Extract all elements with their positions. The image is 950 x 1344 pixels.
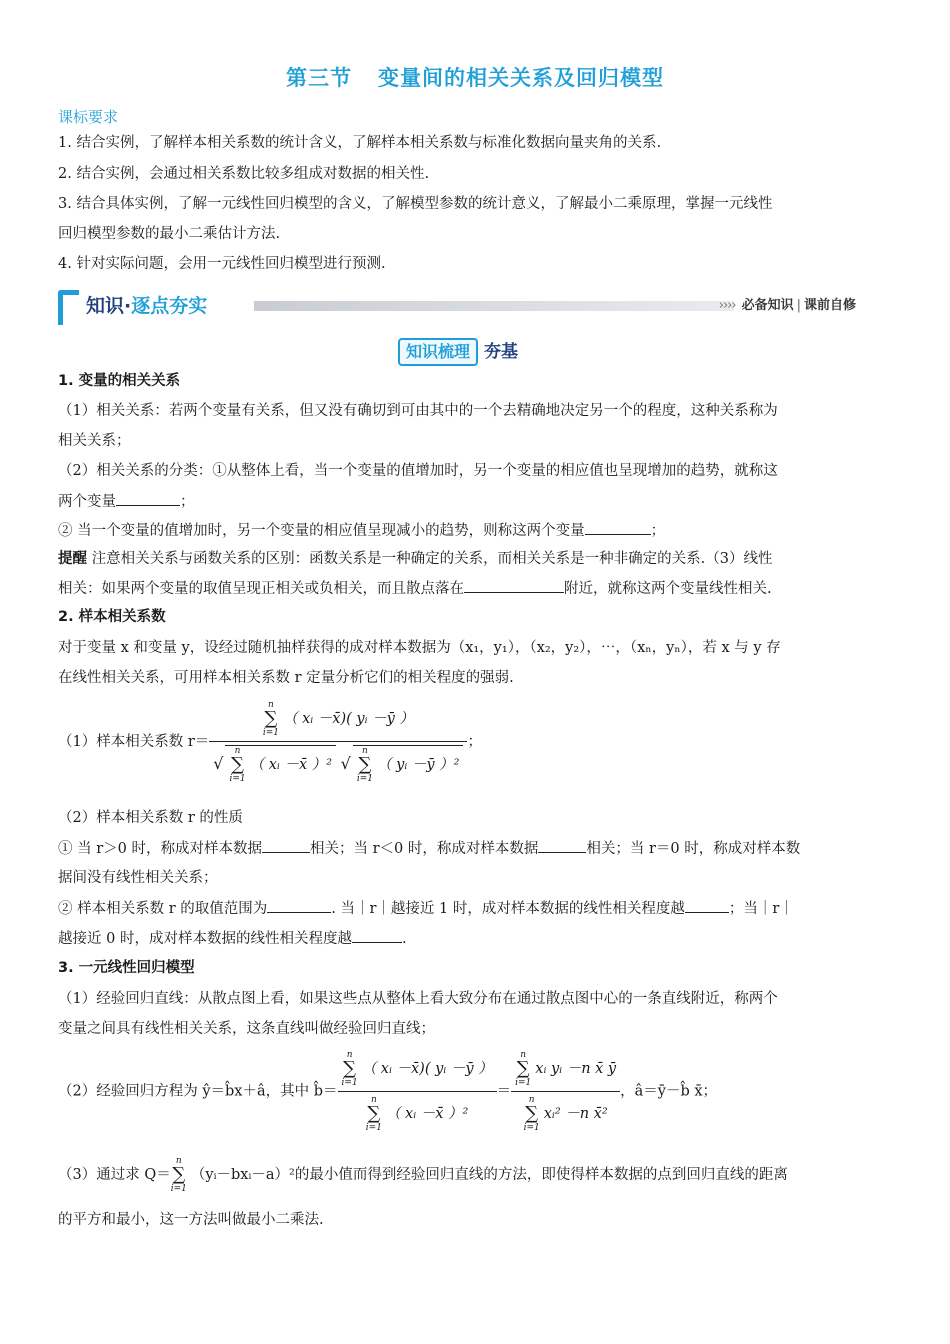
s2-line-6: ② 样本相关系数 r 的取值范围为 . 当｜r｜越接近 1 时，成对样本数据的线性相关程度越 ；当｜r｜: [58, 898, 886, 919]
s1-line-1: （1）相关关系：若两个变量有关系，但又没有确切到可由其中的一个去精确地决定另一个的程度，这种关系称为: [58, 403, 778, 419]
title-topic: 变量间的相关关系及回归模型: [378, 66, 664, 90]
knowledge-tag: 知识梳理: [398, 338, 478, 366]
page-title: [0, 62, 950, 92]
s1-line-4: 两个变量 ；: [58, 491, 886, 512]
s3-line-2: 变量之间具有线性相关关系，这条直线叫做经验回归直线；: [58, 1021, 435, 1037]
least-squares-line: （3）通过求 Q＝ n ∑ i=1 （yᵢ－bxᵢ－a）²的最小值而得到经验回归直线的方法，即使得样本数据的点到回归直线的距离: [58, 1156, 788, 1194]
requirement-3-cont: 回归模型参数的最小二乘估计方法.: [58, 226, 281, 242]
fill-blank: [585, 520, 651, 535]
requirement-4: 4. 针对实际问题，会用一元线性回归模型进行预测.: [58, 256, 386, 272]
chevrons-icon: ››››: [718, 298, 736, 313]
tip-label: 提醒: [58, 551, 87, 567]
knowledge-tag-suffix: 夯基: [484, 342, 519, 362]
curriculum-heading: 课标要求: [58, 108, 119, 126]
fill-blank: [464, 578, 564, 593]
fill-blank: [352, 928, 402, 943]
knowledge-subheading: [398, 338, 518, 368]
fill-blank: [116, 491, 180, 506]
banner-title: 知识·逐点夯实: [86, 295, 208, 317]
section-2-heading: 2. 样本相关系数: [58, 609, 166, 625]
s1-line-2: 相关关系；: [58, 433, 131, 449]
s2-line-7: 越接近 0 时，成对样本数据的线性相关程度越 .: [58, 928, 886, 949]
s2-line-2: 在线性相关关系，可用样本相关系数 r 定量分析它们的相关程度的强弱.: [58, 670, 514, 686]
correlation-formula: （1）样本相关系数 r＝ n ∑ i=1 （ xᵢ －x̄)( yᵢ －ȳ ） √ n ∑ i=1 （ xᵢ －x̄ ）² √ n ∑ i=1 （ yᵢ －ȳ ）² ；: [58, 700, 482, 784]
requirement-1: 1. 结合实例，了解样本相关系数的统计含义，了解样本相关系数与标准化数据向量夹角的关系.: [58, 135, 662, 151]
s1-line-7: 相关：如果两个变量的取值呈现正相关或负相关，而且散点落在 附近，就称这两个变量线性相关.: [58, 578, 886, 599]
banner-subtitle: ›››› 必备知识 | 课前自修: [718, 298, 856, 313]
fill-blank: [685, 898, 729, 913]
fill-blank: [262, 838, 310, 853]
s2-line-5: 据间没有线性相关关系；: [58, 870, 218, 886]
s3-line-3: 的平方和最小，这一方法叫做最小二乘法.: [58, 1212, 324, 1228]
fill-blank: [538, 838, 586, 853]
section-banner: [56, 288, 896, 330]
title-section: 第三节: [286, 66, 352, 90]
s2-line-1: 对于变量 x 和变量 y，设经过随机抽样获得的成对样本数据为（x₁，y₁），（x₂，y₂），⋯，（xₙ，yₙ），若 x 与 y 存: [58, 640, 781, 656]
s2-line-4: ① 当 r＞0 时，称成对样本数据 相关；当 r＜0 时，称成对样本数据 相关；当 r＝0 时，称成对样本数: [58, 838, 886, 859]
section-3-heading: 3. 一元线性回归模型: [58, 960, 195, 976]
s1-line-5: ② 当一个变量的值增加时，另一个变量的相应值呈现减小的趋势，则称这两个变量 ；: [58, 520, 886, 541]
requirement-3: 3. 结合具体实例，了解一元线性回归模型的含义，了解模型参数的统计意义，了解最小二乘原理，掌握一元线性: [58, 196, 773, 212]
s2-line-3: （2）样本相关系数 r 的性质: [58, 810, 243, 826]
banner-divider: [254, 301, 734, 311]
s1-line-3: （2）相关关系的分类：①从整体上看，当一个变量的值增加时，另一个变量的相应值也呈现增加的趋势，就称这: [58, 463, 778, 479]
regression-formula: （2）经验回归方程为 ŷ＝b̂x＋â，其中 b̂＝ n ∑ i=1 （ xᵢ －x̄)( yᵢ －ȳ ） n ∑ i=1 （ xᵢ －x̄ ）² ＝ n ∑ i=1 xᵢ yᵢ －n x̄ ȳ n ∑ i=1 xᵢ² －n x̄² ，â＝ȳ－b̂ x̄；: [58, 1050, 718, 1133]
s1-line-6: 提醒 注意相关关系与函数关系的区别：函数关系是一种确定的关系，而相关关系是一种非确定的关系.（3）线性: [58, 551, 773, 567]
fill-blank: [267, 898, 331, 913]
section-1-heading: 1. 变量的相关关系: [58, 373, 181, 389]
s3-line-1: （1）经验回归直线：从散点图上看，如果这些点从整体上看大致分布在通过散点图中心的一条直线附近，称两个: [58, 991, 778, 1007]
requirement-2: 2. 结合实例，会通过相关系数比较多组成对数据的相关性.: [58, 166, 430, 182]
